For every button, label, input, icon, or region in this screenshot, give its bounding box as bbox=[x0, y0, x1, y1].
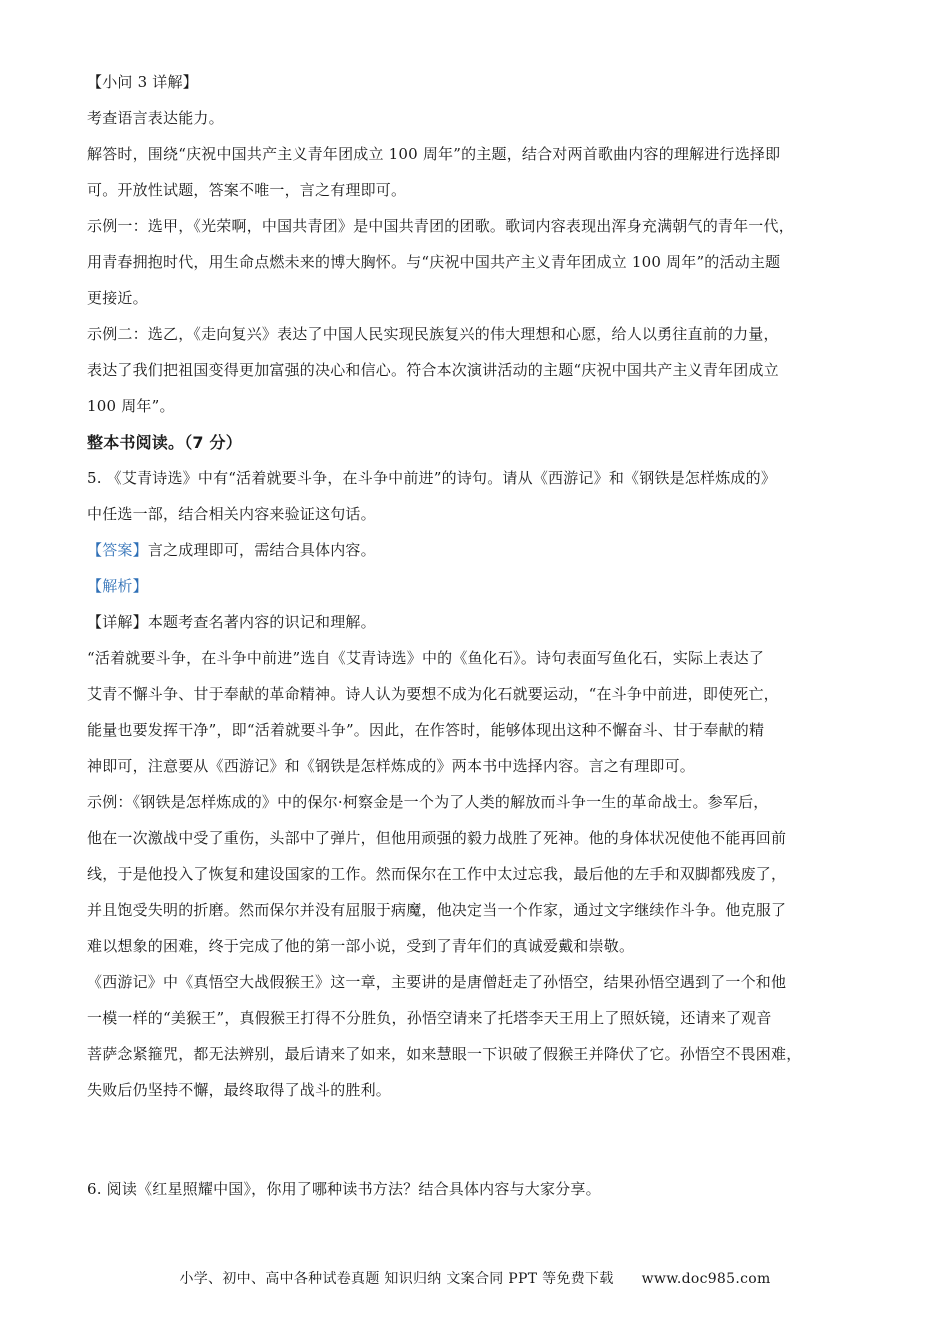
q5-question-line: 5. 《艾青诗选》中有“活着就要斗争，在斗争中前进”的诗句。请从《西游记》和《钢铁是怎样炼成的》 bbox=[87, 469, 777, 487]
q6-question-line: 6. 阅读《红星照耀中国》，你用了哪种读书方法？结合具体内容与大家分享。 bbox=[87, 1180, 601, 1198]
q5-example-line: 并且饱受失明的折磨。然而保尔并没有屈服于病魔，他决定当一个作家，通过文字继续作斗争。他克服了 bbox=[87, 901, 787, 919]
q5-para1-line: 艾青不懈斗争、甘于奉献的革命精神。诗人认为要想不成为化石就要运动，“在斗争中前进，即使死亡， bbox=[87, 685, 779, 703]
q3-intro: 考查语言表达能力。 bbox=[87, 109, 224, 127]
q3-example2-line: 表达了我们把祖国变得更加富强的决心和信心。符合本次演讲活动的主题“庆祝中国共产主义青年团成立 bbox=[87, 361, 779, 379]
q5-question-line: 中任选一部，结合相关内容来验证这句话。 bbox=[87, 505, 376, 523]
q3-example1-line: 更接近。 bbox=[87, 289, 148, 307]
q5-xiyouji-line: 失败后仍坚持不懈，最终取得了战斗的胜利。 bbox=[87, 1081, 392, 1099]
blank-space bbox=[87, 1101, 863, 1164]
q3-example2-line: 100 周年”。 bbox=[87, 397, 175, 415]
q5-example-line: 示例：《钢铁是怎样炼成的》中的保尔·柯察金是一个为了人类的解放而斗争一生的革命战士。参军后， bbox=[87, 793, 769, 811]
q5-xiyouji-line: 《西游记》中《真悟空大战假猴王》这一章，主要讲的是唐僧赶走了孙悟空，结果孙悟空遇到了一个和他 bbox=[87, 973, 787, 991]
q3-detail-header: 【小问 3 详解】 bbox=[87, 73, 198, 91]
answer-text: 言之成理即可，需结合具体内容。 bbox=[147, 541, 376, 559]
q5-para1-line: “活着就要斗争，在斗争中前进”选自《艾青诗选》中的《鱼化石》。诗句表面写鱼化石，实际上表达了 bbox=[87, 649, 765, 667]
q5-example-line: 他在一次激战中受了重伤，头部中了弹片，但他用顽强的毅力战胜了死神。他的身体状况使他不能再回前 bbox=[87, 829, 787, 847]
answer-label: 【答案】 bbox=[87, 541, 148, 559]
q5-xiyouji-line: 一模一样的“美猴王”，真假猴王打得不分胜负，孙悟空请来了托塔李天王用上了照妖镜，还请来了观音 bbox=[87, 1009, 772, 1027]
section-heading: 整本书阅读。（7 分） bbox=[87, 433, 242, 452]
detail-label: 【详解】 bbox=[87, 613, 148, 631]
q3-example1-line: 用青春拥抱时代，用生命点燃未来的博大胸怀。与“庆祝中国共产主义青年团成立 100 周年”的活动主题 bbox=[87, 253, 781, 271]
q5-para1-line: 能量也要发挥干净”，即“活着就要斗争”。因此，在作答时，能够体现出这种不懈奋斗、甘于奉献的精 bbox=[87, 721, 765, 739]
document-body bbox=[87, 72, 863, 1200]
footer-text: 小学、初中、高中各种试卷真题 知识归纳 文案合同 PPT 等免费下载 bbox=[179, 1271, 614, 1287]
detail-text: 本题考查名著内容的识记和理解。 bbox=[147, 613, 376, 631]
q5-para1-line: 神即可，注意要从《西游记》和《钢铁是怎样炼成的》两本书中选择内容。言之有理即可。 bbox=[87, 757, 696, 775]
q3-example2-line: 示例二：选乙，《走向复兴》表达了中国人民实现民族复兴的伟大理想和心愿，给人以勇往直前的力量， bbox=[87, 325, 779, 343]
page-footer bbox=[0, 1269, 950, 1289]
q5-example-line: 难以想象的困难，终于完成了他的第一部小说，受到了青年们的真诚爱戴和崇敬。 bbox=[87, 937, 635, 955]
q3-example1-line: 示例一：选甲，《光荣啊，中国共青团》是中国共青团的团歌。歌词内容表现出浑身充满朝气的青年一代， bbox=[87, 217, 794, 235]
q3-method-line: 可。开放性试题，答案不唯一，言之有理即可。 bbox=[87, 181, 407, 199]
q5-detail bbox=[87, 612, 863, 633]
q5-example-line: 线，于是他投入了恢复和建设国家的工作。然而保尔在工作中太过忘我，最后他的左手和双脚都残废了， bbox=[87, 865, 787, 883]
q3-method-line: 解答时，围绕“庆祝中国共产主义青年团成立 100 周年”的主题，结合对两首歌曲内容的理解进行选择即 bbox=[87, 145, 781, 163]
analysis-label: 【解析】 bbox=[87, 577, 148, 595]
q5-answer bbox=[87, 540, 863, 561]
q5-xiyouji-line: 菩萨念紧箍咒，都无法辨别，最后请来了如来，如来慧眼一下识破了假猴王并降伏了它。孙悟空不畏困难， bbox=[87, 1045, 802, 1063]
footer-url: www.doc985.com bbox=[641, 1271, 771, 1287]
